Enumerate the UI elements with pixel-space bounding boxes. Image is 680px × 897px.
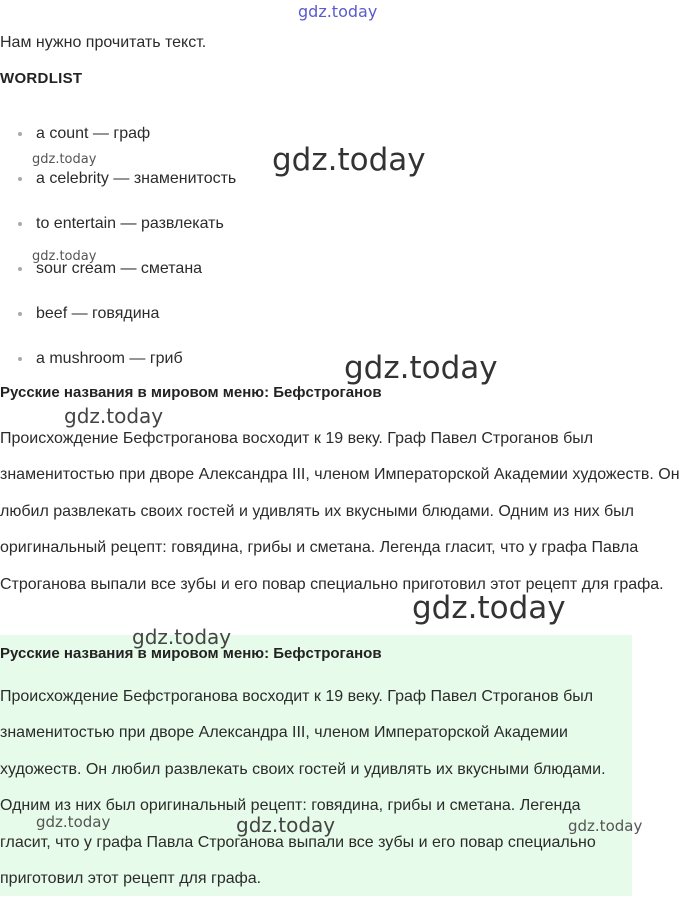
list-item: a count — граф	[0, 121, 236, 166]
watermark: gdz.today	[568, 817, 643, 835]
list-item: to entertain — развлекать	[0, 211, 236, 256]
wordlist-heading: WORDLIST	[0, 70, 83, 87]
article-text: Происхождение Бефстроганова восходит к 19 веку. Граф Павел Строганов был знаменитостью при дворе Александра III, членом Императорской Академии художеств. Он любил развлекать своих гостей и удивлять их вкусными блюдами. Одним из них был оригинальный рецепт: говядина, грибы и сметана. Легенда гласит, что у графа Павла Строганова выпали все зубы и его повар специально приготовил этот рецепт для графа.	[0, 430, 680, 593]
list-item: sour cream — сметана	[0, 256, 236, 301]
intro-text: Нам нужно прочитать текст.	[0, 34, 207, 51]
watermark: gdz.today	[32, 249, 97, 264]
list-item: a celebrity — знаменитость	[0, 166, 236, 211]
answer-title: Русские названия в мировом меню: Бефстроганов	[0, 645, 382, 662]
list-item: a mushroom — гриб	[0, 346, 236, 391]
watermark: gdz.today	[64, 404, 164, 428]
watermark: gdz.today	[344, 350, 498, 386]
watermark: gdz.today	[236, 813, 336, 837]
watermark: gdz.today	[132, 625, 232, 649]
watermark: gdz.today	[32, 152, 97, 167]
article-title: Русские названия в мировом меню: Бефстроганов	[0, 384, 382, 401]
answer-text: Происхождение Бефстроганова восходит к 19 веку. Граф Павел Строганов был знаменитостью при дворе Александра III, членом Императорской Академии художеств. Он любил развлекать своих гостей и удивлять их вкусными блюдами. Одним из них был оригинальный рецепт: говядина, грибы и сметана. Легенда гласит, что у графа Павла Строганова выпали все зубы и его повар специально приготовил этот рецепт для графа.	[0, 688, 606, 888]
site-watermark-link[interactable]: gdz.today	[298, 2, 378, 21]
list-item: beef — говядина	[0, 301, 236, 346]
watermark: gdz.today	[412, 590, 566, 626]
watermark: gdz.today	[36, 813, 111, 831]
watermark: gdz.today	[272, 142, 426, 178]
